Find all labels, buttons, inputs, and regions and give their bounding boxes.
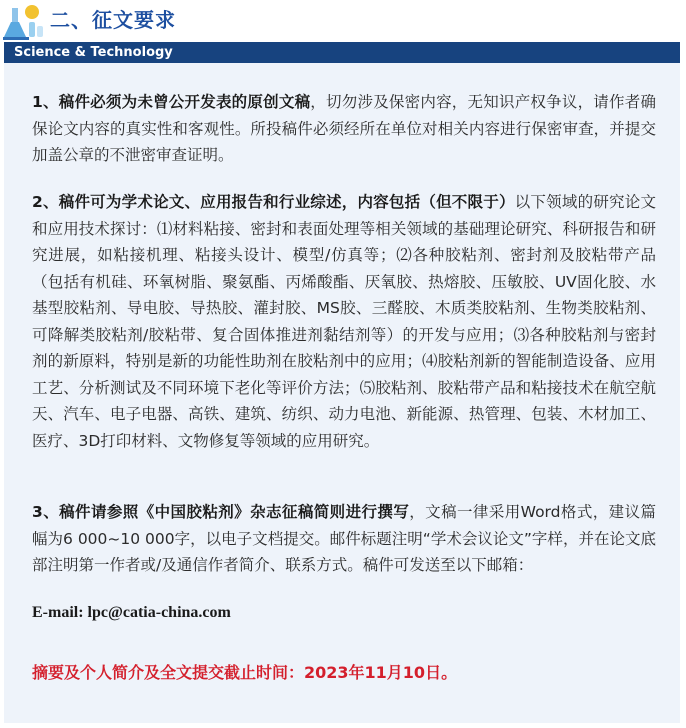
item-1-body: ，切勿涉及保密内容，无知识产权争议，请作者确保论文内容的真实性和客观性。所投稿件必须经所在单位对相关内容进行保密审查，并提交加盖公章的不泄密审查证明。 [32,93,656,164]
requirement-item-2 [32,189,656,454]
item-2-lead: 2、稿件可为学术论文、应用报告和行业综述，内容包括（但不限于） [32,193,515,211]
section-title: 二、征文要求 [50,8,176,32]
item-3-body: ，文稿一律采用Word格式，建议篇幅为6 000~10 000字，以电子文档提交。邮件标题注明“学术会议论文”字样，并在论文底部注明第一作者或/及通信作者简介、联系方式。稿件可发送至以下邮箱： [32,503,656,574]
section-banner: Science & Technology [4,42,680,63]
item-2-body: 以下领域的研究论文和应用技术探讨：⑴材料粘接、密封和表面处理等相关领域的基础理论研究、科研报告和研究进展，如粘接机理、粘接头设计、模型/仿真等；⑵各种胶粘剂、密封剂及胶粘带产品（包括有机硅、环氧树脂、聚氨酯、丙烯酸酯、厌氧胶、热熔胶、压敏胶、UV固化胶、水基型胶粘剂、导电胶、导热胶、灌封胶、MS胶、三醛胶、木质类胶粘剂、生物类胶粘剂、可降解类胶粘剂/胶粘带、复合固体推进剂黏结剂等）的开发与应用；⑶各种胶粘剂与密封剂的新原料，特别是新的功能性助剂在胶粘剂中的应用；⑷胶粘剂新的智能制造设备、应用工艺、分析测试及不同环境下老化等评价方法；⑸胶粘剂、胶粘带产品和粘接技术在航空航天、汽车、电子电器、高铁、建筑、纺织、动力电池、新能源、热管理、包装、木材加工、医疗、3D打印材料、文物修复等领域的应用研究。 [32,193,656,450]
requirement-item-1 [32,89,656,169]
requirement-item-3 [32,499,656,579]
item-1-lead: 1、稿件必须为未曾公开发表的原创文稿 [32,93,311,111]
item-3-lead: 3、稿件请参照《中国胶粘剂》杂志征稿简则进行撰写 [32,503,410,521]
flask-icon [2,2,46,42]
section-header [0,0,686,42]
submission-deadline: 摘要及个人简介及全文提交截止时间：2023年11月10日。 [32,663,458,682]
email-address[interactable]: E-mail: lpc@catia-china.com [32,604,231,621]
content-panel [4,63,680,723]
